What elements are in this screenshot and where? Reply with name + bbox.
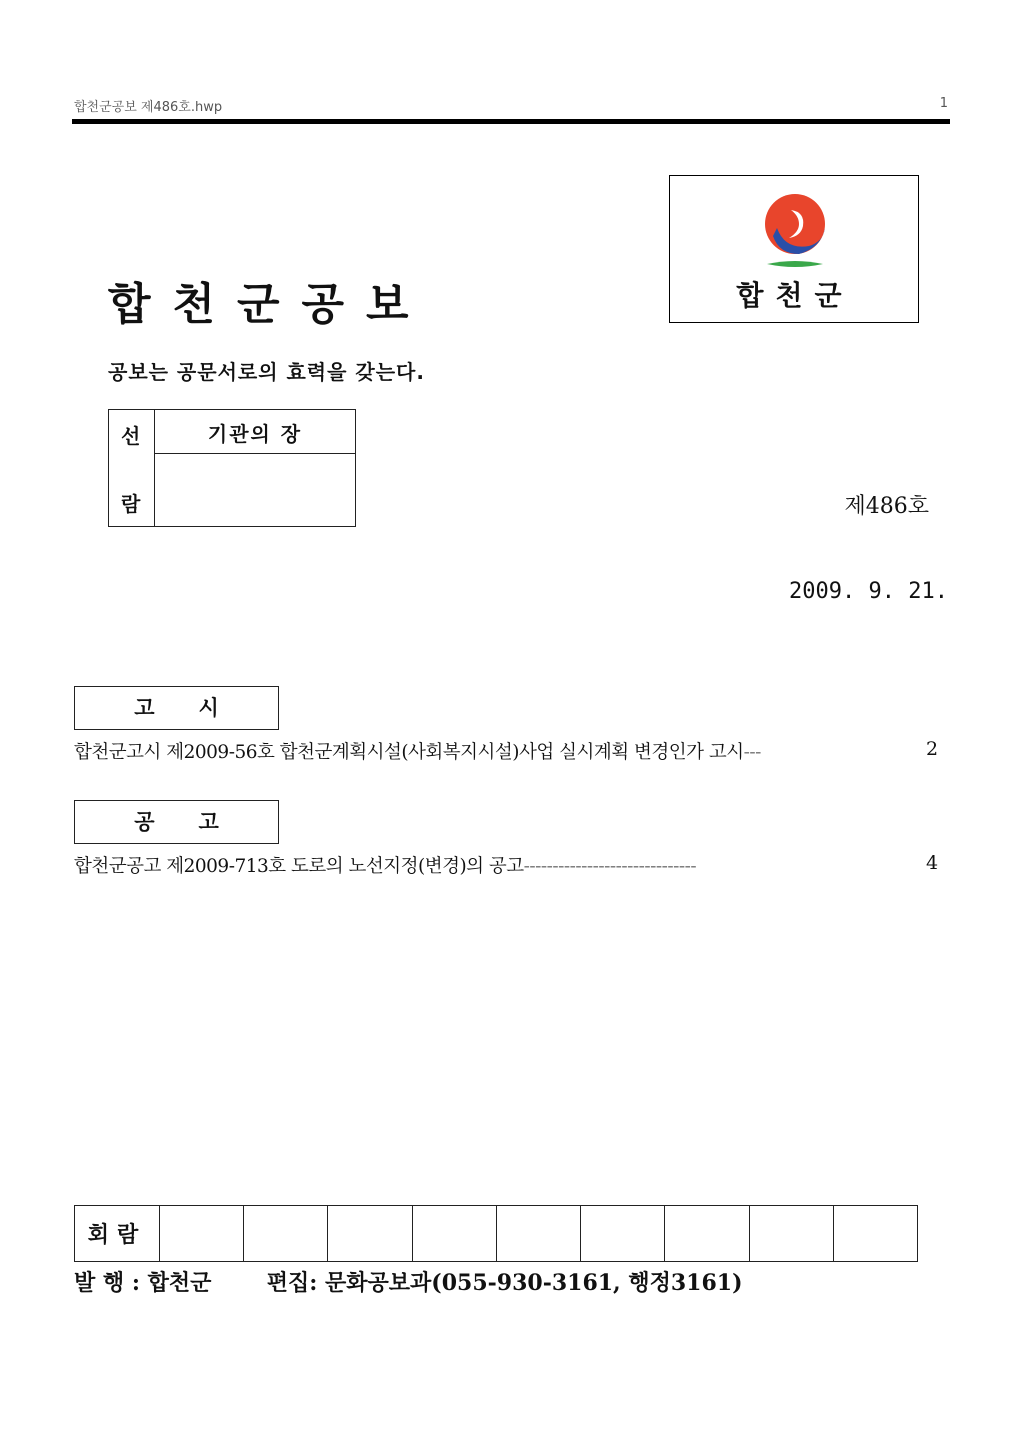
section-heading-notice: 고시 <box>74 686 279 730</box>
publisher-label: 발 행 : <box>74 1270 140 1296</box>
issue-number: 제486호 <box>844 494 929 519</box>
editor-label: 편집: <box>266 1270 318 1296</box>
toc-entry-announcement[interactable] <box>74 852 892 878</box>
logo-text: 합천군 <box>736 279 854 312</box>
circulation-header-cell <box>155 410 355 454</box>
review-cell <box>160 1206 244 1262</box>
toc-entry-text: 합천군고시 제2009-56호 합천군계획시설(사회복지시설)사업 실시계획 변경인가 고시 <box>74 742 744 763</box>
circulation-header: 기관의 장 <box>207 422 303 446</box>
toc-entry-text: 합천군공고 제2009-713호 도로의 노선지정(변경)의 공고 <box>74 856 524 877</box>
toc-leader: ------------------------------ <box>523 856 697 877</box>
publisher-line <box>74 1266 743 1297</box>
review-cell <box>412 1206 496 1262</box>
review-cell <box>665 1206 749 1262</box>
review-cell <box>328 1206 412 1262</box>
page-title: 합천군공보 <box>108 279 431 330</box>
toc-page-number: 4 <box>926 852 939 874</box>
review-cell <box>496 1206 580 1262</box>
county-logo <box>669 175 919 323</box>
circulation-label-column <box>109 410 155 526</box>
review-cell <box>244 1206 328 1262</box>
publisher-name: 합천군 <box>147 1270 212 1296</box>
review-cell <box>833 1206 917 1262</box>
header-rule <box>72 119 950 124</box>
review-label: 회람 <box>75 1206 160 1262</box>
page-subtitle: 공보는 공문서로의 효력을 갖는다. <box>108 360 425 384</box>
circulation-label-bottom: 람 <box>121 492 141 516</box>
header-filename: 합천군공보 제486호.hwp <box>74 100 223 115</box>
section-heading-announcement: 공고 <box>74 800 279 844</box>
county-emblem-icon <box>755 188 835 274</box>
toc-entry-notice[interactable] <box>74 738 864 764</box>
toc-page-number: 2 <box>926 738 939 760</box>
review-cell <box>749 1206 833 1262</box>
issue-date: 2009. 9. 21. <box>789 579 948 604</box>
circulation-box <box>108 409 356 527</box>
toc-leader: --- <box>743 742 761 763</box>
review-cell <box>581 1206 665 1262</box>
header-page-number: 1 <box>939 96 948 111</box>
editor-info: 문화공보과(055-930-3161, 행정3161) <box>325 1270 743 1296</box>
review-table <box>74 1205 918 1262</box>
circulation-label-top: 선 <box>121 424 141 448</box>
